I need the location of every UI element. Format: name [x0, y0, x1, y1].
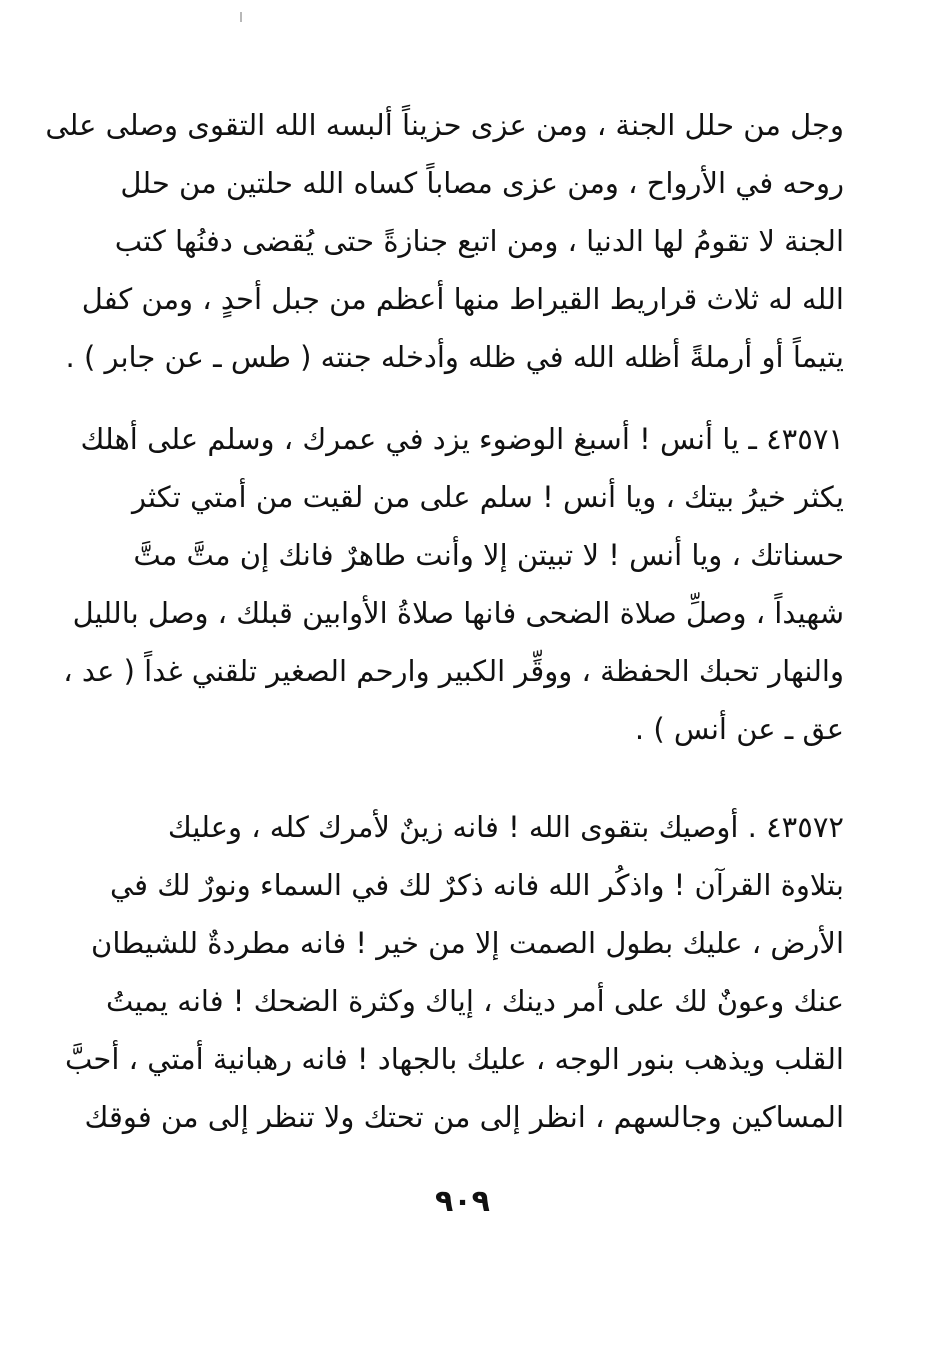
- text-line: الله له ثلاث قراريط القيراط منها أعظم من جبل أحدٍ ، ومن كفل: [81, 282, 844, 316]
- text-line: القلب ويذهب بنور الوجه ، عليك بالجهاد ! فانه رهبانية أمتي ، أحبَّ: [64, 1042, 844, 1076]
- text-line: عق ـ عن أنس ) .: [634, 712, 844, 746]
- text-line: عنك وعونٌ لك على أمر دينك ، إياك وكثرة الضحك ! فانه يميتُ: [105, 984, 844, 1018]
- scan-mark: [240, 12, 242, 22]
- text-line: يتيماً أو أرملةً أظله الله في ظله وأدخله جنته ( طس ـ عن جابر ) .: [65, 340, 844, 374]
- text-line: حسناتك ، ويا أنس ! لا تبيتن إلا وأنت طاهرٌ فانك إن متَّ متَّ: [133, 538, 844, 572]
- text-line: وجل من حلل الجنة ، ومن عزى حزيناً ألبسه الله التقوى وصلى على: [45, 108, 844, 142]
- text-line: يكثر خيرُ بيتك ، ويا أنس ! سلم على من لقيت من أمتي تكثر: [132, 480, 844, 514]
- text-line: بتلاوة القرآن ! واذكُر الله فانه ذكرٌ لك في السماء ونورٌ لك في: [109, 868, 844, 902]
- paragraph-hadith-43572: [64, 798, 844, 1146]
- text-line: روحه في الأرواح ، ومن عزى مصاباً كساه الله حلتين من حلل: [120, 166, 844, 200]
- text-line: المساكين وجالسهم ، انظر إلى من تحتك ولا تنظر إلى من فوقك: [84, 1100, 844, 1134]
- paragraph-hadith-43571: [63, 410, 844, 758]
- text-line: ٤٣٥٧٢ . أوصيك بتقوى الله ! فانه زينٌ لأمرك كله ، وعليك: [167, 810, 844, 844]
- text-line: شهيداً ، وصلِّ صلاة الضحى فانها صلاةُ الأوابين قبلك ، وصل بالليل: [72, 596, 844, 630]
- paragraph-continuation: [45, 96, 844, 386]
- page-number: ٩٠٩: [435, 1184, 490, 1219]
- text-line: والنهار تحبك الحفظة ، ووقِّر الكبير وارحم الصغير تلقني غداً ( عد ،: [63, 654, 844, 688]
- text-line: الأرض ، عليك بطول الصمت إلا من خير ! فانه مطردةٌ للشيطان: [91, 926, 844, 960]
- text-line: ٤٣٥٧١ ـ يا أنس ! أسبغ الوضوء يزد في عمرك ، وسلم على أهلك: [80, 422, 844, 456]
- text-line: الجنة لا تقومُ لها الدنيا ، ومن اتبع جنازةً حتى يُقضى دفنُها كتب: [114, 224, 844, 258]
